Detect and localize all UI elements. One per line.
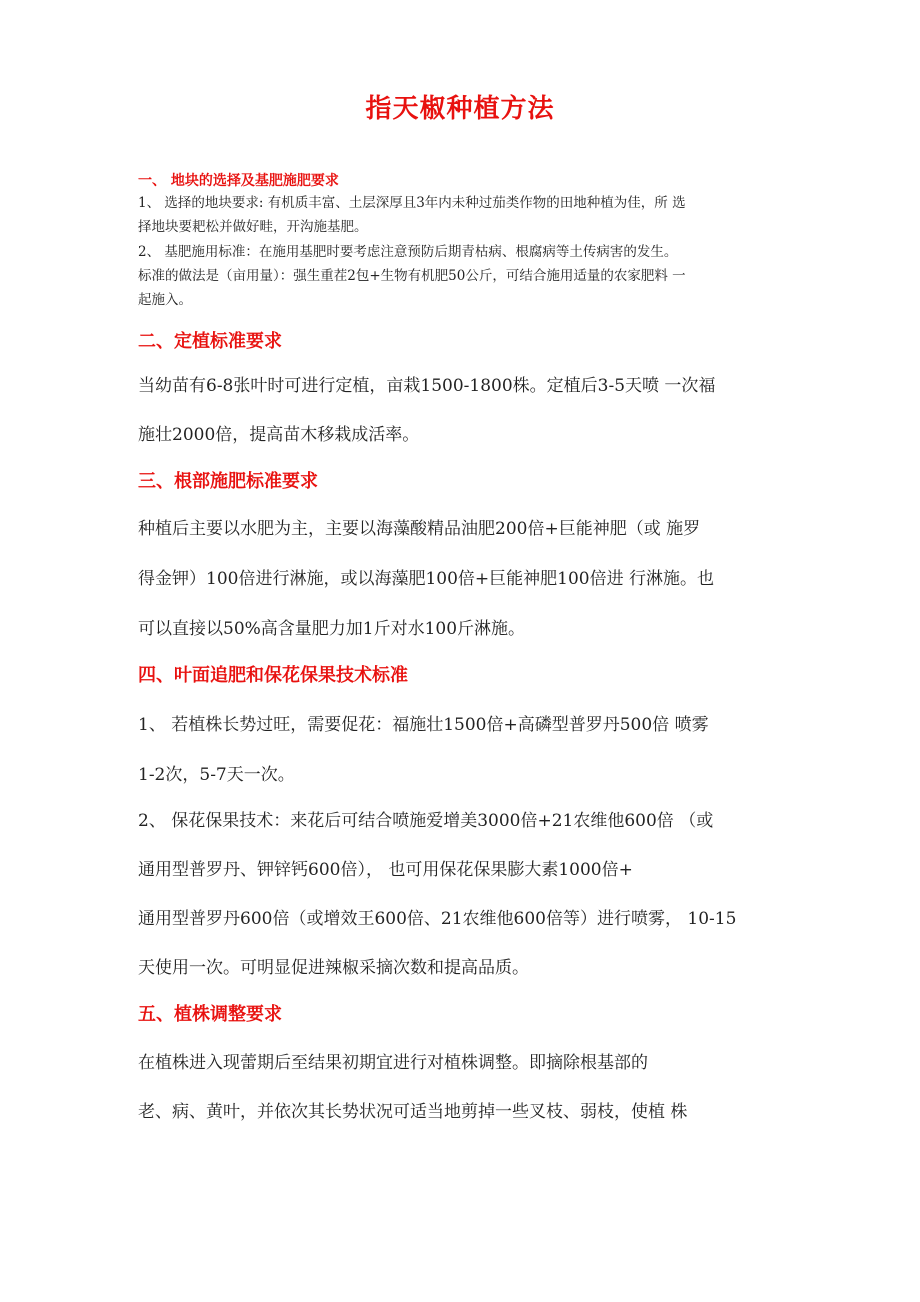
section-2-line-2: 施壮2000倍，提高苗木移栽成活率。 xyxy=(138,425,420,445)
document-title: 指天椒种植方法 xyxy=(365,94,555,124)
text-line: 2、 基肥施用标准：在施用基肥时要考虑注意预防后期青枯病、根腐病等土传病害的发生。 xyxy=(138,244,678,260)
text-line: 起施入。 xyxy=(138,292,192,308)
section-4-line-3: 2、 保花保果技术：来花后可结合喷施爱增美3000倍+21农维他600倍 （或 xyxy=(138,811,714,831)
section-3-heading: 三、根部施肥标准要求 xyxy=(138,471,318,492)
section-3-line-1: 种植后主要以水肥为主，主要以海藻酸精品油肥200倍+巨能神肥（或 施罗 xyxy=(138,519,701,539)
section-4-line-5: 通用型普罗丹600倍（或增效王600倍、21农维他600倍等）进行喷雾， 10-15 xyxy=(138,909,737,929)
text-line: 标准的做法是（亩用量）：强生重茬2包+生物有机肥50公斤，可结合施用适量的农家肥料 一 xyxy=(138,268,686,284)
section-3-line-2: 得金钾）100倍进行淋施，或以海藻肥100倍+巨能神肥100倍进 行淋施。也 xyxy=(138,569,714,589)
section-1-paragraph-2 xyxy=(138,240,802,312)
section-5-line-1: 在植株进入现蕾期后至结果初期宜进行对植株调整。即摘除根基部的 xyxy=(138,1053,648,1073)
section-2-heading: 二、定植标准要求 xyxy=(138,331,282,352)
section-1-heading: 一、 地块的选择及基肥施肥要求 xyxy=(138,173,339,189)
section-4-line-2: 1-2次，5-7天一次。 xyxy=(138,765,295,785)
text-line: 择地块要耙松并做好畦，开沟施基肥。 xyxy=(138,219,368,235)
text-line: 1、 选择的地块要求: 有机质丰富、土层深厚且3年内未种过茄类作物的田地种植为佳，所 选 xyxy=(138,195,686,211)
section-3-line-3: 可以直接以50%高含量肥力加1斤对水100斤淋施。 xyxy=(138,619,526,639)
section-4-heading: 四、叶面追肥和保花保果技术标准 xyxy=(138,665,408,686)
section-4-line-1: 1、 若植株长势过旺，需要促花：福施壮1500倍+高磷型普罗丹500倍 喷雾 xyxy=(138,715,709,735)
section-2-line-1: 当幼苗有6-8张叶时可进行定植，亩栽1500-1800株。定植后3-5天喷 一次福 xyxy=(138,376,716,396)
section-4-line-4: 通用型普罗丹、钾锌钙600倍）， 也可用保花保果膨大素1000倍+ xyxy=(138,860,633,880)
section-4-line-6: 天使用一次。可明显促进辣椒采摘次数和提高品质。 xyxy=(138,958,529,978)
section-1-paragraph-1 xyxy=(138,191,802,239)
section-5-line-2: 老、病、黄叶，并依次其长势状况可适当地剪掉一些叉枝、弱枝，使植 株 xyxy=(138,1102,688,1122)
section-5-heading: 五、植株调整要求 xyxy=(138,1004,282,1025)
